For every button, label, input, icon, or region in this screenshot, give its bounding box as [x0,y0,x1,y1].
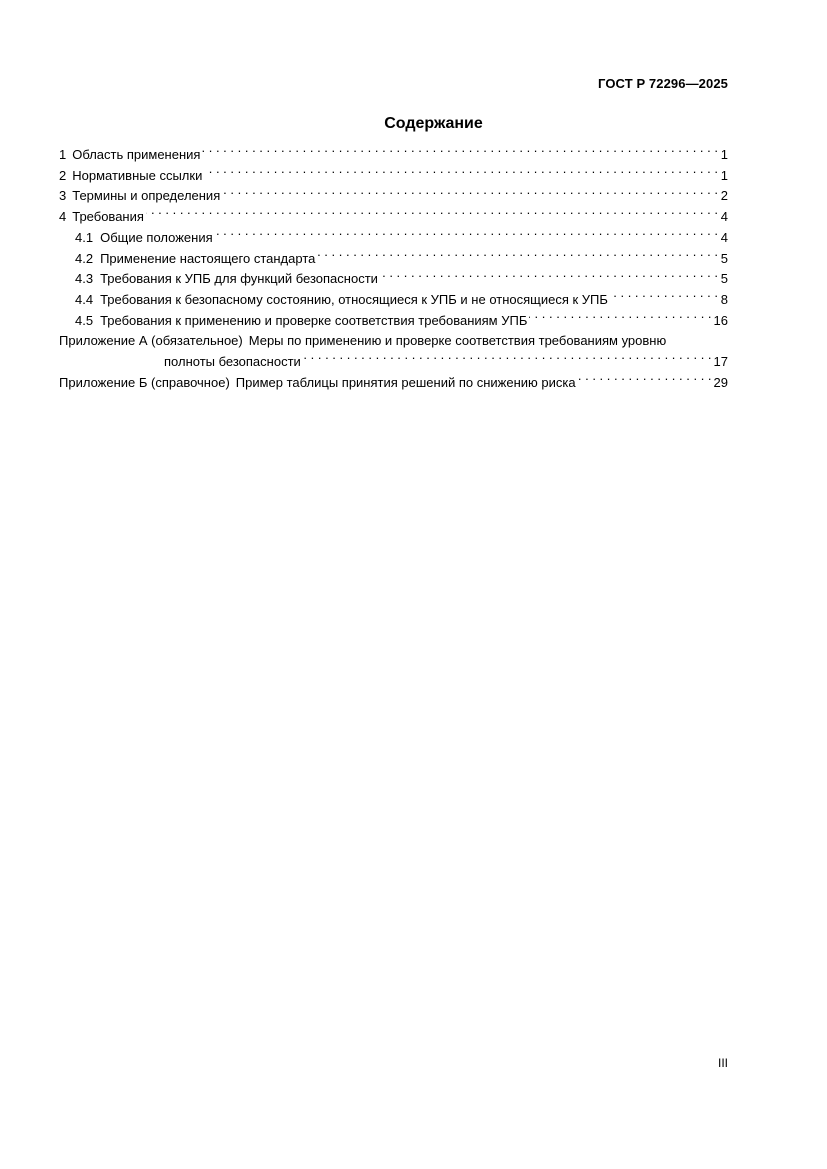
toc-entry-label: Область применения [72,147,201,162]
appendix-prefix: Приложение А (обязательное) [59,333,243,349]
dot-leader [578,373,712,387]
dot-leader [529,311,711,325]
dot-leader [610,290,718,304]
document-code: ГОСТ Р 72296—2025 [598,76,728,91]
dot-leader [317,249,718,263]
dot-leader [215,228,718,242]
toc-appendix-a[interactable] [59,331,728,372]
toc-entry-3[interactable] [59,186,728,207]
toc-entry-4-4[interactable] [59,290,728,311]
toc-entry-label: Применение настоящего стандарта [100,250,316,266]
toc-entry-4-5[interactable] [59,311,728,332]
dot-leader [146,207,718,221]
toc-entry-page: 4 [720,229,728,245]
toc-entry-page: 16 [713,312,728,328]
toc-entry-number: 2 [59,167,67,183]
toc-appendix-b[interactable] [59,373,728,394]
dot-leader [204,166,718,180]
toc-entry-4[interactable] [59,207,728,228]
dot-leader [202,145,718,159]
toc-entry-label: Общие положения [100,229,213,245]
toc-entry-number: 4.3 [75,271,94,287]
dot-leader [222,186,718,200]
toc-entry-1[interactable] [59,145,728,166]
toc-entry-page: 1 [720,167,728,183]
appendix-title: Пример таблицы принятия решений по снижению риска [235,374,576,390]
toc-entry-4-3[interactable] [59,269,728,290]
toc-entry-label: Требования к УПБ для функций безопасности [100,271,378,287]
toc-entry-number: 4.5 [75,312,94,328]
toc-entry-page: 5 [720,250,728,266]
toc-entry-number: 4.4 [75,291,94,307]
table-of-contents [59,145,728,393]
toc-entry-2[interactable] [59,166,728,187]
toc-entry-number: 1 [59,147,67,162]
toc-entry-page: 17 [713,354,728,370]
toc-entry-label: Требования к безопасному состоянию, относящиеся к УПБ и не относящиеся к УПБ [100,291,608,307]
toc-entry-page: 2 [720,188,728,204]
toc-entry-4-1[interactable] [59,228,728,249]
toc-entry-4-2[interactable] [59,249,728,270]
dot-leader [380,269,718,283]
appendix-title-line-2: полноты безопасности [164,354,301,370]
toc-entry-label: Требования к применению и проверке соответствия требованиям УПБ [100,312,528,328]
toc-title: Содержание [384,115,483,132]
page-number: III [717,1056,728,1070]
toc-entry-number: 4.2 [75,250,94,266]
toc-entry-number: 4 [59,209,67,225]
toc-entry-label: Термины и определения [72,188,221,204]
toc-entry-label: Требования [72,209,144,225]
toc-entry-number: 4.1 [75,229,94,245]
appendix-title-line-1: Меры по применению и проверке соответствия требованиям уровню [248,333,667,349]
toc-entry-page: 29 [713,374,728,390]
toc-entry-page: 1 [720,147,728,162]
toc-entry-page: 5 [720,271,728,287]
toc-entry-number: 3 [59,188,67,204]
toc-entry-page: 4 [720,209,728,225]
appendix-prefix: Приложение Б (справочное) [59,374,230,390]
toc-entry-label: Нормативные ссылки [72,167,203,183]
dot-leader [303,352,712,366]
toc-entry-page: 8 [720,291,728,307]
